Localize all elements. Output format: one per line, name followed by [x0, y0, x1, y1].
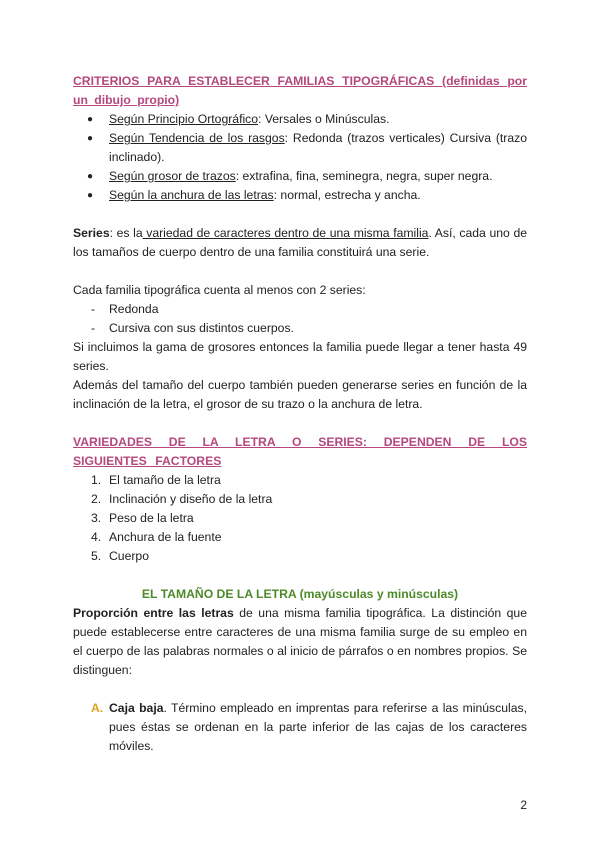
list-item [91, 528, 527, 547]
series-term: Series [73, 226, 110, 240]
list-item: - Redonda [91, 300, 527, 319]
list-item: - Cursiva con sus distintos cuerpos. [91, 319, 527, 338]
criterio-label: Según grosor de trazos [109, 169, 236, 183]
list-item [91, 490, 527, 509]
item-letter: A. [91, 701, 104, 715]
list-item [87, 110, 527, 129]
criterio-text: : extrafina, fina, seminegra, negra, super negra. [235, 169, 493, 183]
item-text: Inclinación y diseño de la letra [109, 492, 273, 506]
criterio-label: Según la anchura de las letras [109, 188, 274, 202]
criterios-heading: CRITERIOS PARA ESTABLECER FAMILIAS TIPOGRÁFICAS (definidas por un dibujo propio) [73, 74, 527, 107]
item-number: 2. [91, 492, 102, 506]
series-underlined: variedad de caracteres dentro de una misma familia [142, 226, 429, 240]
caja-baja-text: . Término empleado en imprentas para referirse a las minúsculas, pues éstas se ordenan en la parte inferior de las cajas de los caracteres móviles. [109, 701, 527, 753]
series-text: : es la [109, 226, 143, 240]
list-item [91, 509, 527, 528]
tamano-cuerpo-paragraph: Además del tamaño del cuerpo también pueden generarse series en función de la inclinación de la letra, el grosor de su trazo o la anchura de letra. [73, 378, 527, 411]
page-number: 2 [520, 798, 527, 812]
list-item [87, 186, 527, 205]
list-item [91, 547, 527, 566]
proporcion-paragraph [73, 604, 527, 680]
familia-intro: Cada familia tipográfica cuenta al menos con 2 series: [73, 283, 366, 297]
criterio-text: : Redonda (trazos verticales) Cursiva (trazo inclinado). [109, 131, 527, 164]
caja-baja-item [73, 699, 527, 756]
series-paragraph [73, 224, 527, 262]
caja-baja-term: Caja baja [109, 701, 164, 715]
list-item [87, 129, 527, 167]
criterio-label: Según Principio Ortográfico [109, 112, 259, 126]
series-text-end: . Así, cada uno de los tamaños de cuerpo dentro de una familia constituirá una serie. [73, 226, 527, 259]
item-text: Peso de la letra [109, 511, 194, 525]
criterio-text: : normal, estrecha y ancha. [273, 188, 421, 202]
list-item [87, 167, 527, 186]
criterio-label: Según Tendencia de los rasgos [109, 131, 285, 145]
criterio-text: : Versales o Minúsculas. [258, 112, 390, 126]
familia-series-list [73, 300, 527, 338]
list-item [91, 471, 527, 490]
item-text: Anchura de la fuente [109, 530, 222, 544]
item-text: Cuerpo [109, 549, 149, 563]
grosores-paragraph: Si incluimos la gama de grosores entonces la familia puede llegar a tener hasta 49 series. [73, 340, 527, 373]
item-number: 3. [91, 511, 102, 525]
tamano-heading: EL TAMAÑO DE LA LETRA (mayúsculas y minúsculas) [141, 587, 459, 601]
item-text: El tamaño de la letra [109, 473, 221, 487]
item-number: 5. [91, 549, 102, 563]
criterios-list [73, 110, 527, 205]
proporcion-term: Proporción entre las letras [73, 606, 234, 620]
proporcion-text: de una misma familia tipográfica. La distinción que puede establecerse entre caracteres de una misma familia surge de su empleo en el cuerpo de las palabras normales o al inicio de párrafos o en nombres propios. Se distinguen: [73, 606, 527, 677]
variedades-heading: VARIEDADES DE LA LETRA O SERIES: DEPENDEN DE LOS SIGUIENTES FACTORES [73, 435, 527, 468]
item-number: 4. [91, 530, 102, 544]
factores-list [73, 471, 527, 566]
document-page [73, 72, 527, 756]
item-number: 1. [91, 473, 102, 487]
